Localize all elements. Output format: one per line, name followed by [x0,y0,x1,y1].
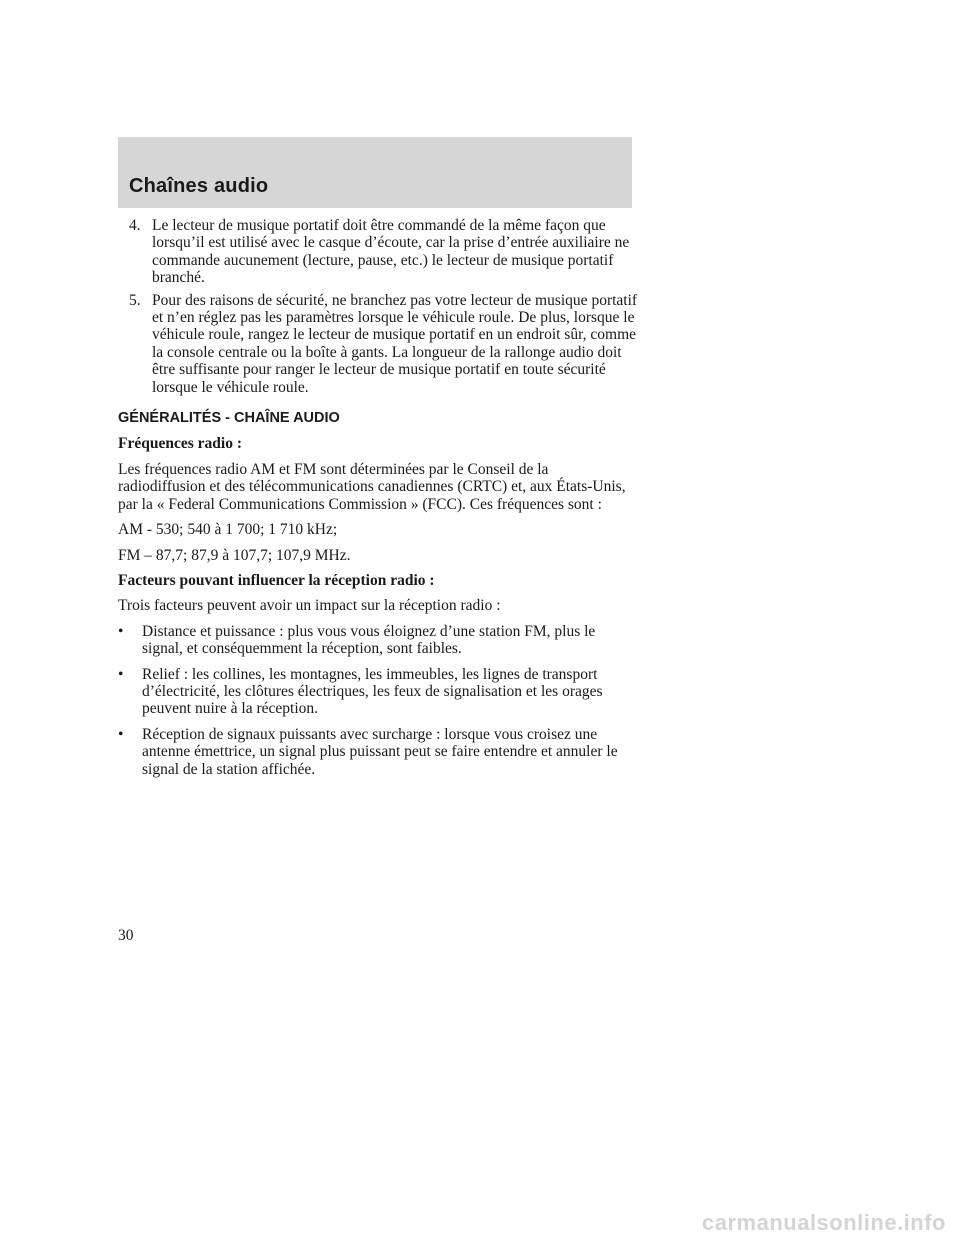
item-number: 5. [129,291,141,309]
bullet-text: Réception de signaux puissants avec surcharge : lorsque vous croisez une antenne émettrice, un signal plus puissant peut se faire entendre et annuler le signal de la station affichée. [142,725,618,778]
section-heading: GÉNÉRALITÉS - CHAÎNE AUDIO [118,410,340,427]
am-frequencies: AM - 530; 540 à 1 700; 1 710 kHz; [118,521,338,539]
page-title: Chaînes audio [129,175,269,197]
numbered-item [118,292,638,396]
bullet-icon: • [118,622,124,640]
bullet-icon: • [118,725,124,743]
list-item [118,666,638,718]
bullet-text: Distance et puissance : plus vous vous éloignez d’une station FM, plus le signal, et conséquemment la réception, sont faibles. [142,622,596,658]
list-item [118,726,638,778]
fm-frequencies: FM – 87,7; 87,9 à 107,7; 107,9 MHz. [118,546,351,564]
factors-heading: Facteurs pouvant influencer la réception radio : [118,571,435,589]
list-item [118,623,638,658]
frequencies-paragraph: Les fréquences radio AM et FM sont déterminées par le Conseil de la radiodiffusion et des télécommunications canadiennes (CRTC) et, aux États-Unis, par la « Federal Communications Commission » (FCC). Ces fréquences sont : [118,460,626,513]
item-text: Pour des raisons de sécurité, ne branchez pas votre lecteur de musique portatif et n’en réglez pas les paramètres lorsque le véhicule roule. De plus, lorsque le véhicule roule, rangez le lecteur de musique portatif en un endroit sûr, comme la console centrale ou la boîte à gants. La longueur de la rallonge audio doit être suffisante pour ranger le lecteur de musique portatif en toute sécurité lorsque le véhicule roule. [152,291,638,396]
page-content [118,217,638,786]
section-header-band [118,137,632,208]
numbered-item [118,217,638,287]
item-text: Le lecteur de musique portatif doit être commandé de la même façon que lorsqu’il est utilisé avec le casque d’écoute, car la prise d’entrée auxiliaire ne commande aucunement (lecture, pause, etc.) le lecteur de musique portatif branché. [152,217,630,287]
factors-intro: Trois facteurs peuvent avoir un impact sur la réception radio : [118,597,501,615]
watermark: carmanualsonline.info [702,1210,946,1235]
bullet-text: Relief : les collines, les montagnes, les immeubles, les lignes de transport d’électricité, les clôtures électriques, les feux de signalisation et les orages peuvent nuire à la réception. [142,665,603,718]
bullet-icon: • [118,665,124,683]
frequencies-heading: Fréquences radio : [118,435,242,453]
page-number: 30 [118,927,134,944]
item-number: 4. [129,217,141,234]
